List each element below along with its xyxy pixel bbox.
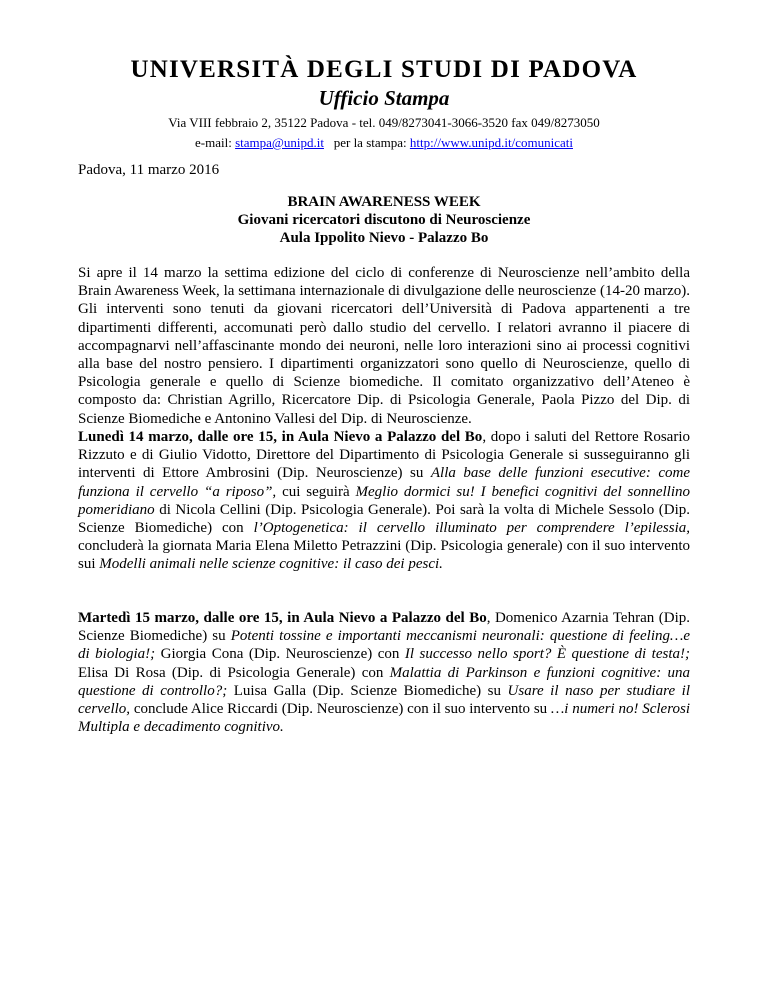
- intro-paragraph: Si apre il 14 marzo la settima edizione del ciclo di conferenze di Neuroscienze nell’ambito della Brain Awareness Week, la settimana internazionale di divulgazione delle neuroscienze (14-20 marzo). Gli interventi sono tenuti da giovani ricercatori dell’Università di Padova appartenenti a tre dipartimenti differenti, accomunati però dallo studio del cervello. I relatori avranno il piacere di accompagnarvi nell’affascinante mondo dei neuroni, nelle loro interazioni sino ai processi cognitivi alla base del nostro pensiero. I dipartimenti organizzatori sono quello di Neuroscienze, quello di Psicologia generale e quello di Scienze biomediche. Il comitato organizzativo dell’Ateneo è composto da: Christian Agrillo, Ricercatore Dip. di Psicologia Generale, Paola Pizzo del Dip. di Scienze Biomediche e Antonino Vallesi del Dip. di Neuroscienze.: [78, 265, 690, 427]
- monday-talk-2: Meglio dormici su! I benefici cognitivi del sonnellino pomeridiano: [78, 483, 691, 518]
- title-line-2: Giovani ricercatori discutono di Neuroscienze: [237, 212, 531, 228]
- monday-talk-1: Alla base delle funzioni esecutive: come funziona il cervello “a riposo”,: [78, 465, 690, 500]
- monday-paragraph: [78, 428, 690, 574]
- email-link[interactable]: stampa@unipd.it: [235, 135, 324, 150]
- tuesday-talk-3: Malattia di Parkinson e funzioni cognitive: una questione di controllo?;: [78, 664, 690, 699]
- tuesday-paragraph: [78, 609, 690, 736]
- office-name: Ufficio Stampa: [318, 86, 450, 110]
- title-line-1: BRAIN AWARENESS WEEK: [287, 194, 481, 210]
- monday-talk-4: Modelli animali nelle scienze cognitive: il caso dei pesci.: [99, 556, 443, 573]
- letterhead: [0, 56, 768, 151]
- tuesday-text-2: Giorgia Cona (Dip. Neuroscienze) con: [155, 646, 405, 663]
- press-label: per la stampa:: [333, 135, 407, 150]
- document-date: Padova, 11 marzo 2016: [78, 162, 220, 178]
- tuesday-talk-1: Potenti tossine e importanti meccanismi neuronali: questione di feeling…e di biologia!;: [78, 628, 690, 663]
- tuesday-text-5: conclude Alice Riccardi (Dip. Neuroscienze) con il suo intervento su: [130, 701, 551, 718]
- tuesday-text-1: , Domenico Azarnia Tehran (Dip. Scienze Biomediche) su: [78, 610, 690, 645]
- monday-text-2: cui seguirà: [276, 483, 356, 500]
- address-line: Via VIII febbraio 2, 35122 Padova - tel. 049/8273041-3066-3520 fax 049/8273050: [168, 115, 600, 130]
- monday-text-4: concluderà la giornata Maria Elena Miletto Petrazzini (Dip. Psicologia generale) con il suo intervento sui: [78, 538, 690, 573]
- tuesday-lead: Martedì 15 marzo, dalle ore 15, in Aula Nievo a Palazzo del Bo: [78, 610, 487, 626]
- press-link[interactable]: http://www.unipd.it/comunicati: [409, 135, 573, 150]
- tuesday-talk-5: …i numeri no! Sclerosi Multipla e decadimento cognitivo.: [78, 701, 690, 736]
- title-line-3: Aula Ippolito Nievo - Palazzo Bo: [279, 230, 489, 246]
- monday-text-3: di Nicola Cellini (Dip. Psicologia Generale). Poi sarà la volta di Michele Sessolo (Dip. Scienze Biomediche) con: [78, 501, 690, 537]
- email-label: e-mail:: [195, 135, 232, 150]
- contact-line: [0, 134, 768, 151]
- monday-text-1: , dopo i saluti del Rettore Rosario Rizzuto e di Giulio Vidotto, Direttore del Dipartimento di Psicologia Generale si susseguiranno gli interventi di Ettore Ambrosini (Dip. Neuroscienze) su: [78, 429, 690, 482]
- monday-talk-3: l’Optogenetica: il cervello illuminato per comprendere l’epilessia,: [253, 520, 691, 537]
- tuesday-talk-2: Il successo nello sport? È questione di testa!;: [404, 646, 690, 663]
- tuesday-text-3: Elisa Di Rosa (Dip. di Psicologia Generale) con: [78, 664, 390, 681]
- press-release-title: [0, 193, 768, 247]
- university-name: UNIVERSITÀ DEGLI STUDI DI PADOVA: [130, 56, 638, 83]
- tuesday-text-4: Luisa Galla (Dip. Scienze Biomediche) su: [227, 682, 508, 699]
- monday-lead: Lunedì 14 marzo, dalle ore 15, in Aula Nievo a Palazzo del Bo: [78, 429, 483, 445]
- tuesday-talk-4: Usare il naso per studiare il cervello,: [78, 682, 690, 718]
